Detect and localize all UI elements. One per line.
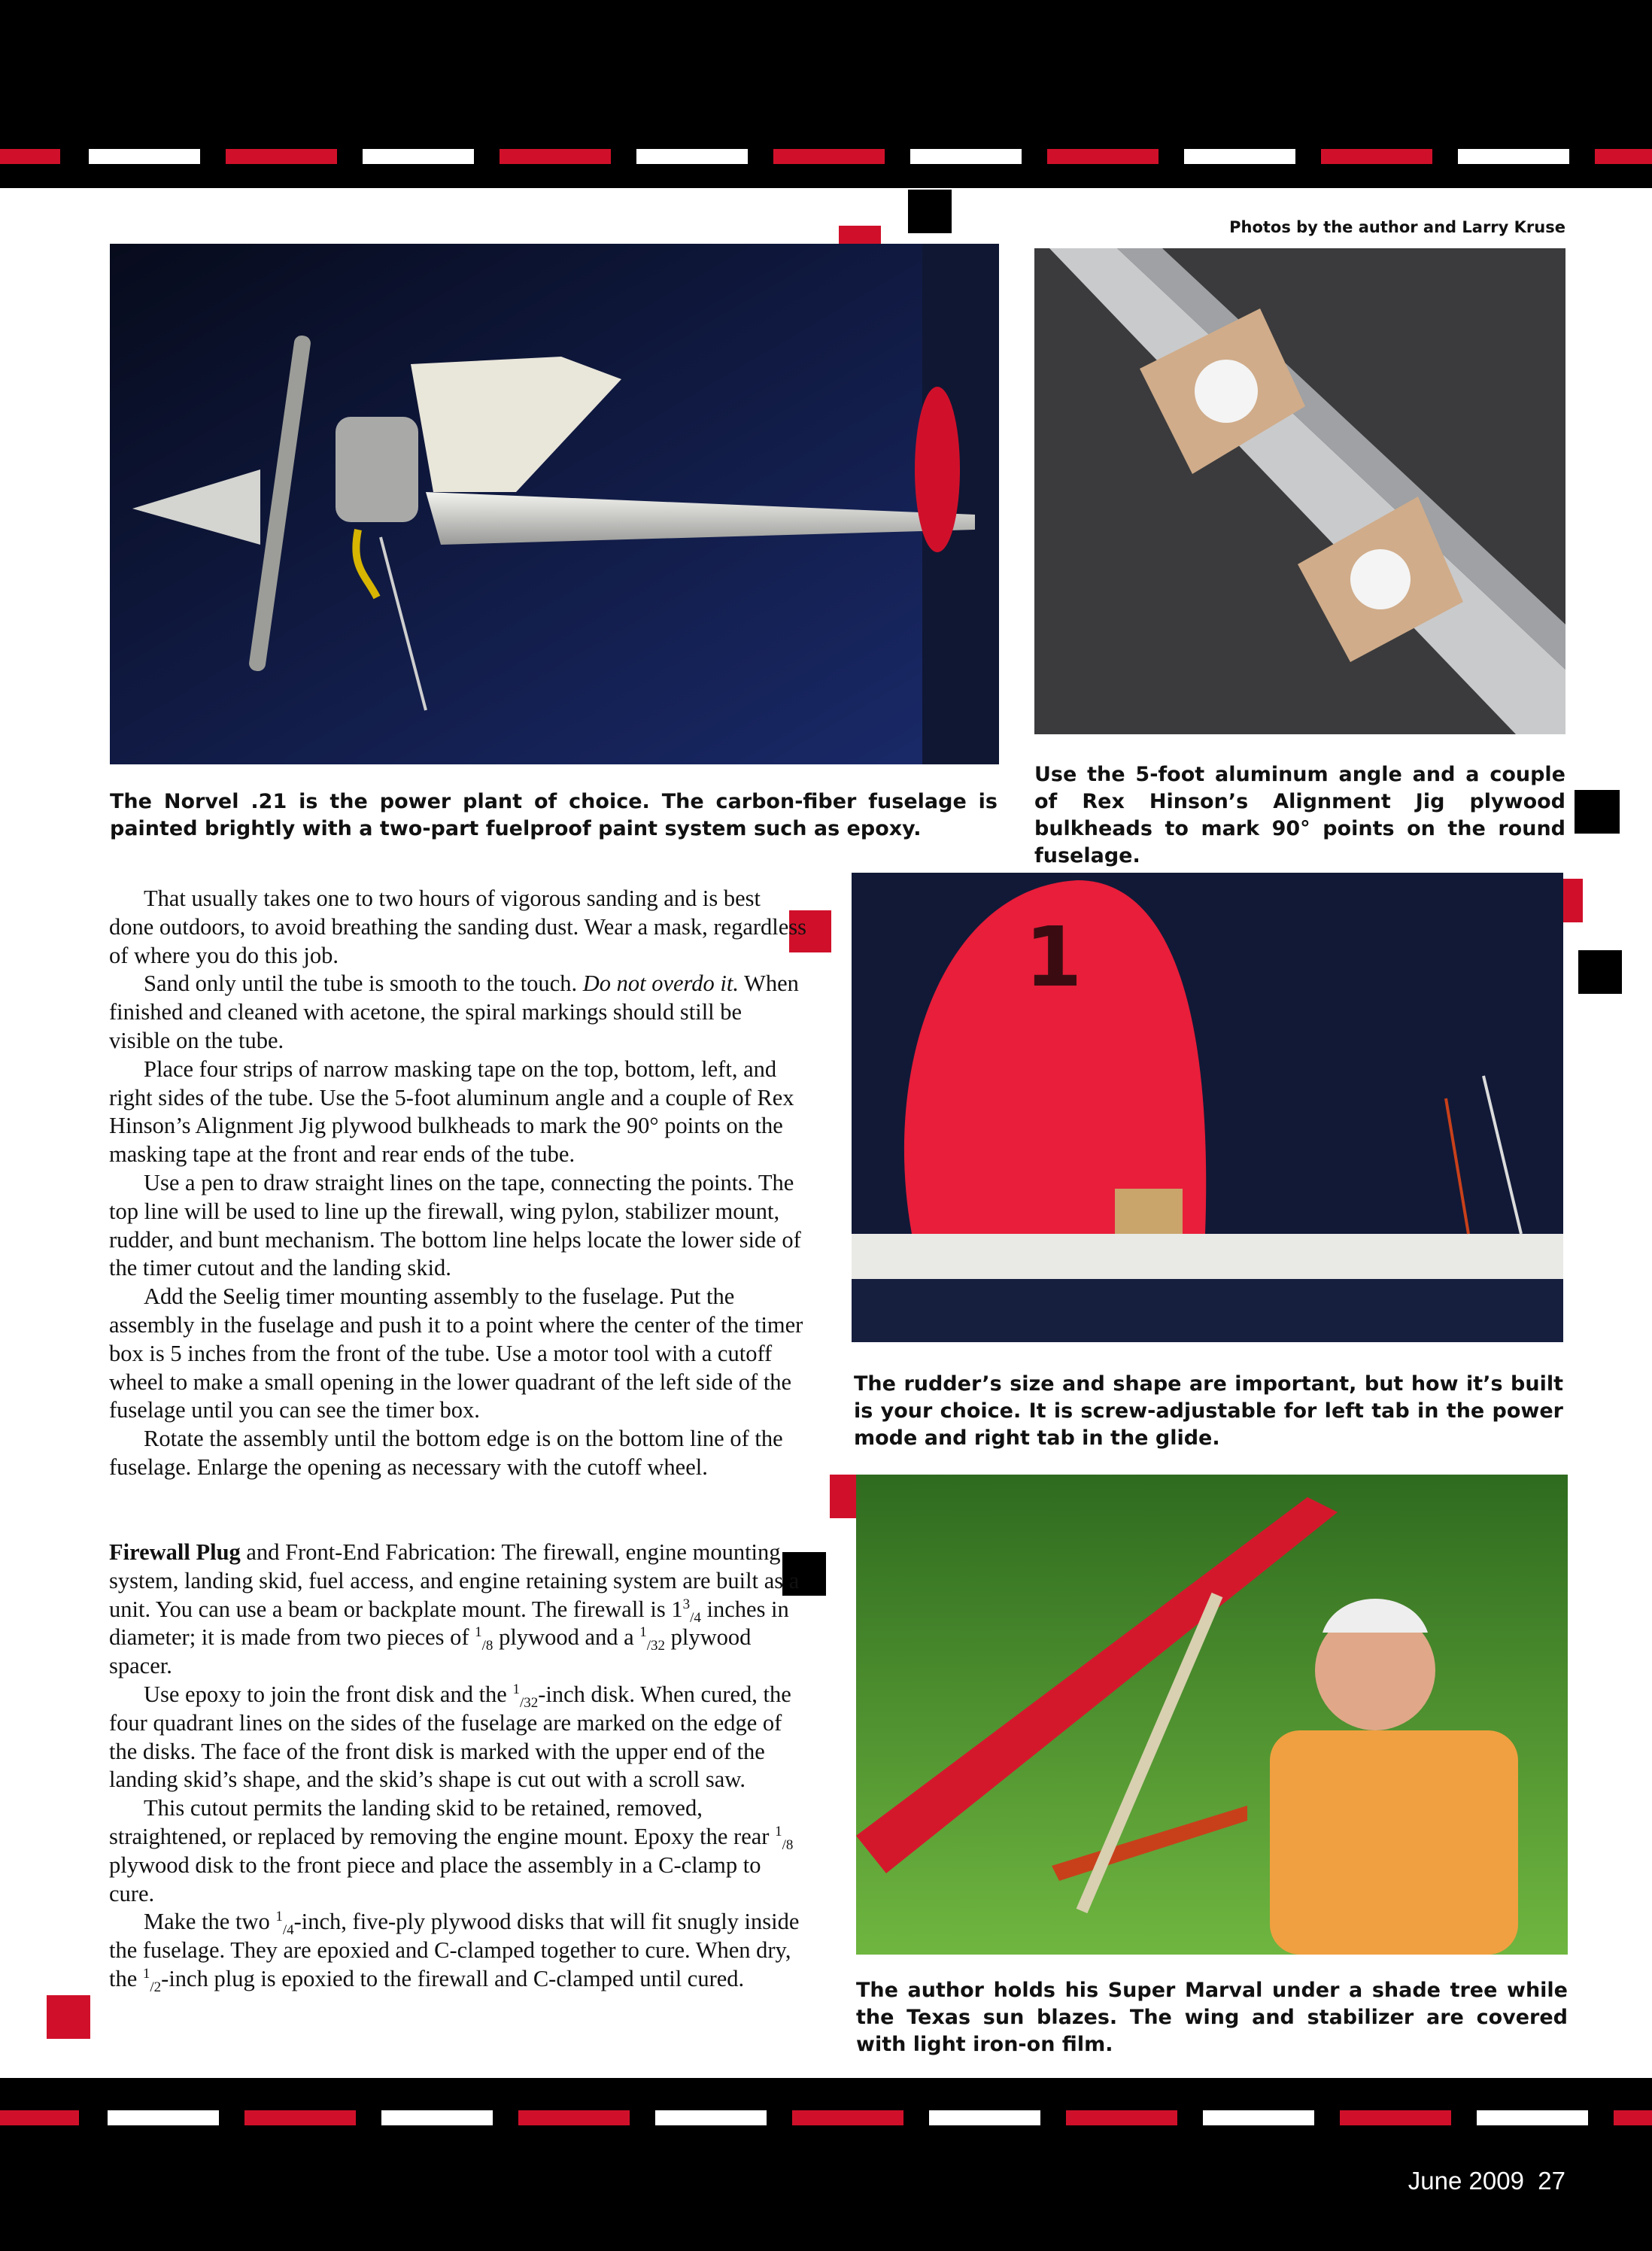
deco-square-red <box>47 1995 90 2039</box>
section-heading: Firewall Plug <box>109 1539 241 1565</box>
photo-norvel-engine <box>110 244 999 764</box>
photo-author <box>856 1475 1568 1955</box>
alignment-jig-illustration <box>1034 248 1565 734</box>
paragraph: Use epoxy to join the front disk and the $^1_{/32}$-inch disk. When cured, the four quadrant lines on the sides of the fuselage are marked on the edge of the disks. The face of the front disk is marked with the upper end of the landing skid’s shape, and the skid’s shape is cut out with a scroll saw. <box>109 1681 791 1793</box>
paragraph: Rotate the assembly until the bottom edge is on the bottom line of the fuselage. Enlarge the opening as necessary with the cutoff wheel. <box>109 1426 783 1480</box>
caption-author: The author holds his Super Marval under a shade tree while the Texas sun blazes. The wing and stabilizer are covered with light iron-on film. <box>856 1979 1568 2056</box>
photo-credit: Photos by the author and Larry Kruse <box>1229 218 1565 236</box>
photo-rudder <box>852 873 1563 1342</box>
deco-square-black <box>1578 950 1622 994</box>
paragraph: This cutout permits the landing skid to be retained, removed, straightened, or replaced by removing the engine mount. Epoxy the rear $^1_{/8}$ plywood disk to the front piece and place the assembly in a C-clamp to cure. <box>109 1795 794 1906</box>
paragraph: Add the Seelig timer mounting assembly to the fuselage. Put the assembly in the fuselage and push it to a point where the center of the timer box is 5 inches from the front of the tube. Use a motor tool with a cutoff wheel to make a small opening in the lower quadrant of the left side of the fuselage until you can see the timer box. <box>109 1283 803 1423</box>
rudder-number: 1 <box>1025 909 1083 1005</box>
article-body-2 <box>109 1539 809 1994</box>
paragraph: Make the two $^1_{/4}$-inch, five-ply plywood disks that will fit snugly inside the fuselage. They are epoxied and C-clamped together to cure. When dry, the $^1_{/2}$-inch plug is epoxied to the firewall and C-clamped until cured. <box>109 1909 800 1996</box>
deco-square-black <box>908 190 952 233</box>
article-body-1 <box>109 885 809 1482</box>
norvel-engine-illustration <box>110 244 999 764</box>
bottom-band <box>0 2078 1652 2251</box>
photo-alignment-jig <box>1034 248 1565 734</box>
page-folio <box>1408 2167 1565 2195</box>
page-number: 27 <box>1538 2167 1565 2195</box>
deco-square-black <box>1575 790 1620 834</box>
paragraph: Firewall Plug and Front-End Fabrication: The firewall, engine mounting system, landing skid, fuel access, and engine retaining system are built as a unit. You can use a beam or backplate mount. The firewall is $1^3_{/4}$ inches in diameter; it is made from two pieces of $^1_{/8}$ plywood and a $^1_{/32}$ plywood spacer. <box>109 1539 800 1679</box>
author-illustration <box>856 1475 1568 1955</box>
paragraph: Use a pen to draw straight lines on the tape, connecting the points. The top line will be used to line up the firewall, wing pylon, stabilizer mount, rudder, and bunt mechanism. The bottom line helps locate the lower side of the timer cutout and the landing skid. <box>109 1169 801 1281</box>
caption-rudder: The rudder’s size and shape are important, but how it’s built is your choice. It is screw-adjustable for left tab in the power mode and right tab in the glide. <box>854 1372 1563 1450</box>
paragraph: That usually takes one to two hours of vigorous sanding and is best done outdoors, to avoid breathing the sanding dust. Wear a mask, regardless of where you do this job. <box>109 886 807 968</box>
paragraph: Sand only until the tube is smooth to the touch. Do not overdo it. When finished and cleaned with acetone, the spiral markings should still be visible on the tube. <box>109 971 799 1053</box>
rudder-illustration <box>852 873 1563 1342</box>
issue-date: June 2009 <box>1408 2167 1524 2195</box>
paragraph: Place four strips of narrow masking tape on the top, bottom, left, and right sides of the tube. Use the 5-foot aluminum angle and a couple of Rex Hinson’s Alignment Jig plywood bulkheads to mark the 90° points on the masking tape at the front and rear ends of the tube. <box>109 1056 794 1168</box>
caption-jig: Use the 5-foot aluminum angle and a couple of Rex Hinson’s Alignment Jig plywood bulkheads to mark 90° points on the round fuselage. <box>1034 763 1565 867</box>
caption-norvel: The Norvel .21 is the power plant of choice. The carbon-fiber fuselage is painted brightly with a two-part fuelproof paint system such as epoxy. <box>110 790 998 840</box>
